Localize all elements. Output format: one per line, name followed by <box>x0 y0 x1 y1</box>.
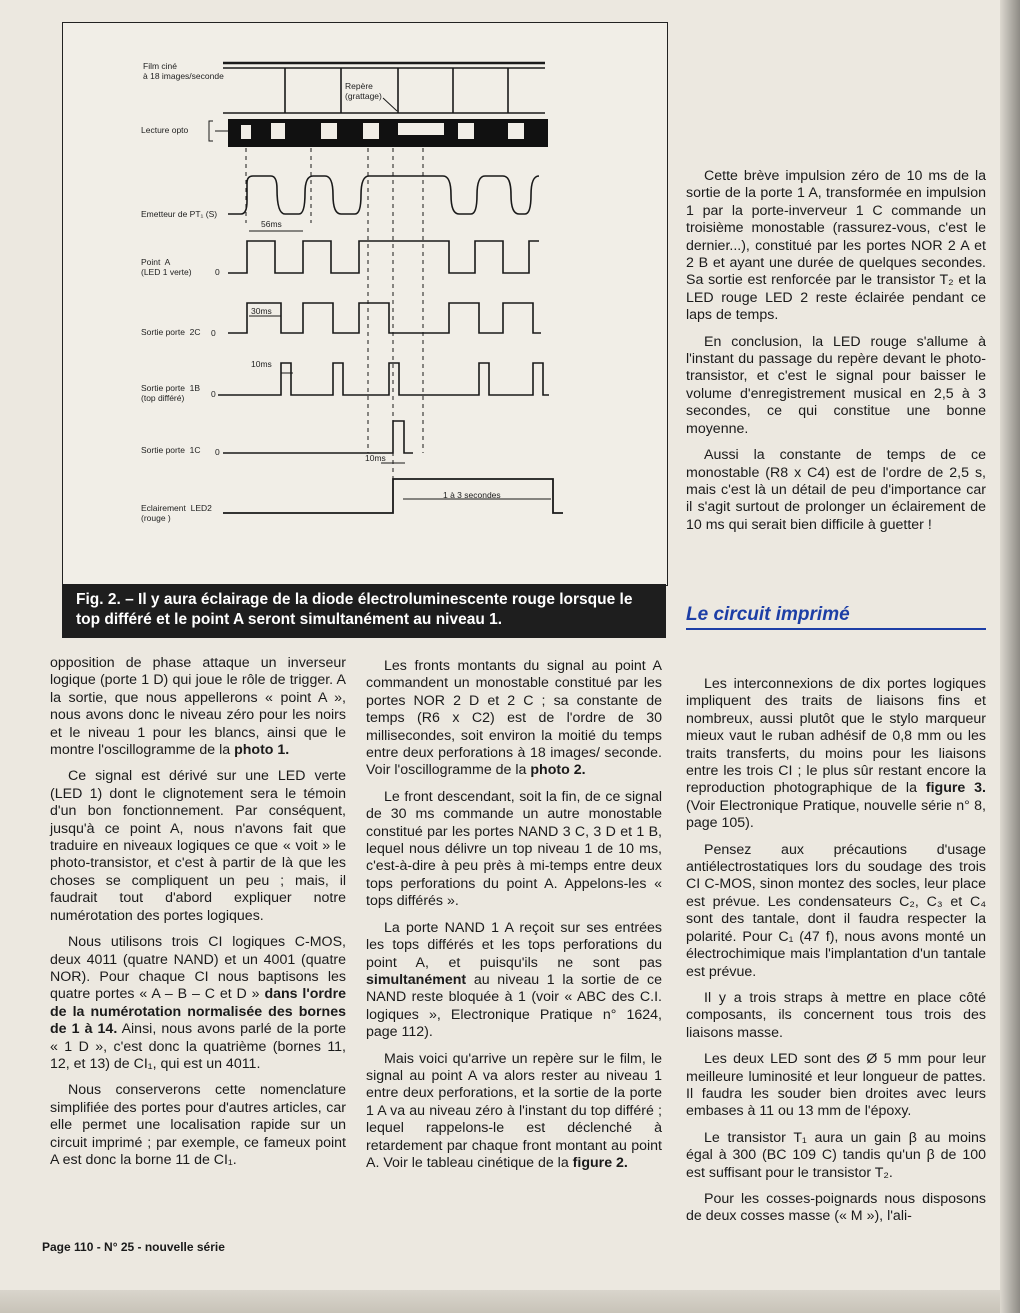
bold-text: figure 3. <box>925 780 986 797</box>
label-eclairement: Eclairement LED2 (rouge ) <box>141 503 212 523</box>
bold-text: dans l'ordre de la numérotation normalisée des bornes de 1 à 14. <box>50 986 346 1038</box>
paragraph: Cette brève impulsion zéro de 10 ms de la sortie de la porte 1 A, transformée en impulsion 1 par la porte-inverveur 1 C commande un troisième monostable (rassurez-vous, c'est le dernier...), constitué par les portes NOR 2 A et 2 B et ayant une durée de quelques secondes. Sa sortie est renforcée par le transistor T₂ et la LED rouge LED 2 reste éclairée pendant ce laps de temps. <box>686 168 986 324</box>
paragraph <box>366 920 662 1042</box>
label-sortie-1b: Sortie porte 1B (top différé) <box>141 383 201 403</box>
text: La porte NAND 1 A reçoit sur ses entrées les tops différés et les tops perforations du point A, et puisqu'ils ne sont pas <box>366 919 662 971</box>
label-emetteur: Emetteur de PT₁ (S) <box>141 209 218 219</box>
column-middle <box>366 658 662 1181</box>
paragraph: Les deux LED sont des Ø 5 mm pour leur meilleure luminosité et leur longueur de pattes. Il faudra les souder bien droites avec leurs embases à 11 ou 13 mm de l'époxy. <box>686 1051 986 1120</box>
column-right-top <box>686 168 986 543</box>
text: (Voir Electronique Pratique, nouvelle série n° 8, page 105). <box>686 797 986 832</box>
label-point-a: Point A (LED 1 verte) <box>141 257 192 277</box>
page-footer: Page 110 - N° 25 - nouvelle série <box>42 1240 225 1254</box>
label-zero-1b: 0 <box>211 389 216 399</box>
paragraph: Ce signal est dérivé sur une LED verte (LED 1) dont le clignotement sera le témoin d'un bon fonctionnement. Par conséquent, jusqu'à ce point A, nous n'avons fait que traduire en niveaux logiques ce que « voit » le photo-transistor, et c'est à partir de là que les choses se compliquent un peu ; mais, il faudrait tout d'abord expliquer notre numérotation des portes logiques. <box>50 768 346 924</box>
text: Mais voici qu'arrive un repère sur le film, le signal au point A va alors rester au niveau 1 entre deux perforations, et la sortie de la porte 1 A va au niveau zéro à l'instant du top différé ; lequel rappelons-le est déclenché à retardement par chaque front montant au point A. Voir le tableau cinétique de la <box>366 1050 662 1171</box>
paragraph: Pour les cosses-poignards nous disposons de deux cosses masse (« M »), l'ali- <box>686 1190 986 1225</box>
label-56ms: 56ms <box>261 219 282 229</box>
bold-text: photo 2. <box>530 762 586 779</box>
text: opposition de phase attaque un inverseur logique (porte 1 D) qui joue le rôle de trigger. A la sortie, que nous appellerons « point A », nous avons donc le niveau zéro pour les noirs et le niveau 1 pour les blancs, ainsi que le montre l'oscillogramme de la <box>50 655 346 759</box>
label-zero-1c: 0 <box>215 447 220 457</box>
label-zero-a: 0 <box>215 267 220 277</box>
figure-caption: Fig. 2. – Il y aura éclairage de la diode électroluminescente rouge lorsque le top différé et le point A seront simultanément au niveau 1. <box>62 584 666 638</box>
column-right-bottom <box>686 676 986 1235</box>
paragraph: Le front descendant, soit la fin, de ce signal de 30 ms commande un autre monostable constitué par les portes NAND 3 C, 3 D et 1 B, lequel nous délivre un top niveau 1 de 10 ms, c'est-à-dire à peu près à mi-temps entre deux tops perforations du point A. Appelons-les « tops différés ». <box>366 788 662 910</box>
paragraph <box>686 676 986 833</box>
label-film: Film ciné à 18 images/seconde <box>143 61 224 81</box>
paragraph: Aussi la constante de temps de ce monostable (R8 x C4) est de l'ordre de 2,5 s, mais c'est là un détail de peu d'importance car il s'agit surtout de prolonger un éclairement de 10 ms qui serait bien difficile à guetter ! <box>686 447 986 533</box>
bold-text: figure 2. <box>572 1154 628 1171</box>
text: Les interconnexions de dix portes logiques impliquent des traits de liaisons fins et nombreux, aussi plutôt que le stylo marqueur mieux vaut le ruban adhésif de 0,8 mm ou les traits transferts, du moins pour les liaisons entre les trois CI ; le plus sûr restant encore la reproduction photographique de la <box>686 676 986 797</box>
label-lecture-opto: Lecture opto <box>141 125 189 135</box>
bold-text: photo 1. <box>234 742 290 759</box>
scan-right-edge <box>1000 0 1020 1313</box>
text: Ainsi, nous avons parlé de la porte « 1 D », c'est donc la quatrième (bornes 11, 12, et 13) de CI₁, qui est un 4011. <box>50 1021 346 1072</box>
paragraph <box>50 655 346 759</box>
label-duree: 1 à 3 secondes <box>443 490 501 500</box>
paragraph: En conclusion, la LED rouge s'allume à l'instant du passage du repère devant le photo-transistor, et c'est le signal pour baisser le volume d'enregistrement musical en 2,5 à 3 secondes, ce qui constitue une bonne moyenne. <box>686 333 986 437</box>
label-sortie-1c: Sortie porte 1C <box>141 445 201 455</box>
label-10ms-1c: 10ms <box>365 453 386 463</box>
label-10ms-1b: 10ms <box>251 359 272 369</box>
label-zero-2c: 0 <box>211 328 216 338</box>
label-30ms: 30ms <box>251 306 272 316</box>
paragraph: Nous conserverons cette nomenclature simplifiée des portes pour d'autres articles, car elle permet une localisation rapide sur un circuit imprimé ; par exemple, ce fameux point A est donc la borne 11 de CI₁. <box>50 1082 346 1168</box>
paragraph <box>366 658 662 780</box>
paragraph <box>366 1051 662 1173</box>
bold-text: simultanément <box>366 971 467 988</box>
label-repere: Repère (grattage) <box>345 81 382 101</box>
timing-diagram-figure-2 <box>62 22 668 586</box>
text: Nous utilisons trois CI logiques C-MOS, deux 4011 (quatre NAND) et un 4001 (quatre NOR). Pour chaque CI nous baptisons les quatre portes « A – B – C et D » <box>50 934 346 1003</box>
paragraph: Pensez aux précautions d'usage antiélectrostatiques lors du soudage des trois CI C-MOS, sinon montez des socles, leur place est prévue. Les condensateurs C₂, C₃ et C₄ sont des tantale, dont il faudra respecter la polarité. Pour C₁ (47 f), nous avons monté un électrochimique mais l'implantation d'un tantale est prévue. <box>686 841 986 980</box>
text: au niveau 1 la sortie de ce NAND reste bloquée à 1 (voir « ABC des C.I. logiques », Electronique Pratique n° 1624, page 112). <box>366 971 662 1041</box>
text: Les fronts montants du signal au point A commandent un monostable constitué par les portes NOR 2 D et 2 C ; sa constante de temps (R6 x C2) est de l'ordre de 30 millisecondes, soit environ la moitié du temps entre deux perforations à 18 images/ seconde. Voir l'oscillogramme de la <box>366 658 662 779</box>
label-sortie-2c: Sortie porte 2C <box>141 327 201 337</box>
paragraph <box>50 934 346 1073</box>
column-left <box>50 655 346 1178</box>
section-heading: Le circuit imprimé <box>686 604 986 630</box>
scan-bottom-edge <box>0 1290 1020 1313</box>
paragraph: Le transistor T₁ aura un gain β au moins égal à 300 (BC 109 C) tandis qu'un β de 100 est suffisant pour le transistor T₂. <box>686 1129 986 1181</box>
timing-diagram-svg <box>63 23 667 585</box>
paragraph: Il y a trois straps à mettre en place côté composants, ils concernent tous trois des liaisons masse. <box>686 989 986 1041</box>
